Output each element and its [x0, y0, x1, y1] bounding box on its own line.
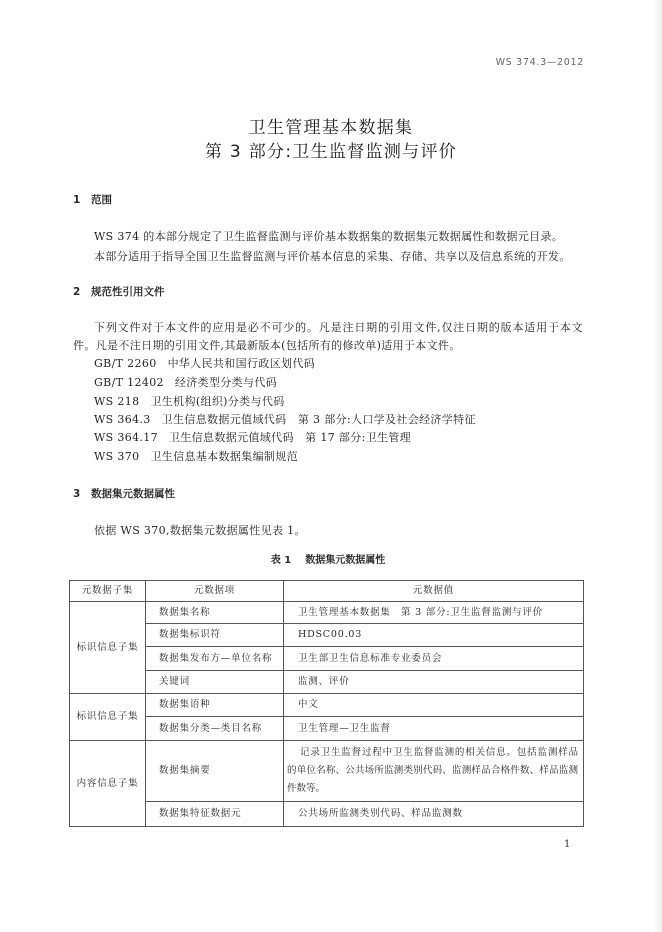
- reference-title: 卫生信息数据元值域代码 第 3 部分:人口学及社会经济学特征: [161, 413, 476, 426]
- reference-title: 卫生信息数据元值域代码 第 17 部分:卫生管理: [168, 431, 412, 444]
- reference-code: GB/T 12402: [94, 376, 164, 389]
- section-2-heading: 规范性引用文件: [91, 286, 165, 298]
- value-cell: 卫生部卫生信息标准专业委员会: [284, 647, 584, 671]
- section-3-number: 3: [73, 488, 81, 500]
- item-cell: 数据集语种: [146, 694, 284, 717]
- metadata-table: [69, 580, 584, 827]
- reference-code: WS 364.17: [94, 431, 158, 444]
- abstract-line: 记录卫生监督过程中卫生监督监测的相关信息。包括监测样品: [300, 747, 578, 758]
- item-cell: 数据集名称: [146, 602, 284, 624]
- reference-item: [94, 431, 411, 445]
- reference-code: GB/T 2260: [94, 357, 157, 370]
- section-2-line: 下列文件对于本文件的应用是必不可少的。凡是注日期的引用文件,仅注日期的版本适用于本文: [94, 321, 583, 334]
- table-row: [70, 602, 584, 624]
- abstract-value-cell: [284, 741, 584, 802]
- subset-cell: 内容信息子集: [70, 741, 146, 827]
- value-cell: HDSC00.03: [284, 624, 584, 647]
- table-caption-title: 数据集元数据属性: [305, 555, 386, 566]
- reference-item: [94, 376, 277, 390]
- section-3-line: 依据 WS 370,数据集元数据属性见表 1。: [94, 524, 306, 537]
- section-2-line: 件。凡是不注日期的引用文件,其最新版本(包括所有的修改单)适用于本文件。: [73, 339, 461, 352]
- section-2-number: 2: [73, 286, 81, 298]
- header-subset: 元数据子集: [70, 581, 146, 602]
- value-cell: 卫生管理基本数据集 第 3 部分:卫生监督监测与评价: [284, 602, 584, 624]
- item-cell: 关键词: [146, 671, 284, 694]
- table-row: [70, 694, 584, 717]
- page-number: 1: [564, 839, 571, 850]
- header-value: 元数据值: [284, 581, 584, 602]
- reference-code: WS 370: [94, 450, 140, 463]
- abstract-line: 件数等。: [287, 783, 326, 794]
- reference-item: [94, 413, 476, 427]
- document-subtitle: 第 3 部分:卫生监督监测与评价: [204, 142, 458, 162]
- reference-title: 中华人民共和国行政区划代码: [167, 357, 316, 370]
- item-cell: 数据集特征数据元: [146, 802, 284, 827]
- subset-cell: 标识信息子集: [70, 694, 146, 741]
- table-caption-number: 表 1: [270, 555, 292, 566]
- reference-title: 卫生信息基本数据集编制规范: [150, 450, 298, 463]
- reference-item: [94, 357, 315, 371]
- section-1-heading: 范围: [91, 194, 112, 206]
- reference-code: WS 218: [94, 395, 140, 408]
- table-row: [70, 624, 584, 647]
- reference-title: 卫生机构(组织)分类与代码: [150, 395, 285, 408]
- table-header-row: [70, 581, 584, 602]
- section-1-line: WS 374 的本部分规定了卫生监督监测与评价基本数据集的数据集元数据属性和数据元目录。: [94, 230, 564, 243]
- table-row: [70, 717, 584, 741]
- reference-code: WS 364.3: [94, 413, 151, 426]
- item-cell: 数据集标识符: [146, 624, 284, 647]
- value-cell: 公共场所监测类别代码、样品监测数: [284, 802, 584, 827]
- standard-code-header: WS 374.3—2012: [495, 57, 584, 68]
- section-1-number: 1: [73, 194, 81, 206]
- scan-edge-shadow: [652, 0, 662, 932]
- item-cell: 数据集发布方—单位名称: [146, 647, 284, 671]
- item-cell: 数据集摘要: [146, 741, 284, 802]
- table-row: [70, 802, 584, 827]
- value-cell: 卫生管理—卫生监督: [284, 717, 584, 741]
- table-row: [70, 671, 584, 694]
- value-cell: 监测、评价: [284, 671, 584, 694]
- table-caption: [0, 554, 656, 568]
- reference-title: 经济类型分类与代码: [174, 376, 278, 389]
- table-row: [70, 741, 584, 802]
- abstract-line: 的单位名称、公共场所监测类别代码、监测样品合格件数、样品监测: [287, 765, 578, 776]
- reference-item: [94, 450, 298, 464]
- subset-cell: 标识信息子集: [70, 602, 146, 694]
- section-1-line: 本部分适用于指导全国卫生监督监测与评价基本信息的采集、存储、共享以及信息系统的开发。: [94, 250, 571, 263]
- reference-item: [94, 395, 285, 409]
- table-row: [70, 647, 584, 671]
- header-item: 元数据项: [146, 581, 284, 602]
- document-title: 卫生管理基本数据集: [248, 118, 414, 138]
- section-3-heading: 数据集元数据属性: [91, 488, 175, 500]
- value-cell: 中文: [284, 694, 584, 717]
- item-cell: 数据集分类—类目名称: [146, 717, 284, 741]
